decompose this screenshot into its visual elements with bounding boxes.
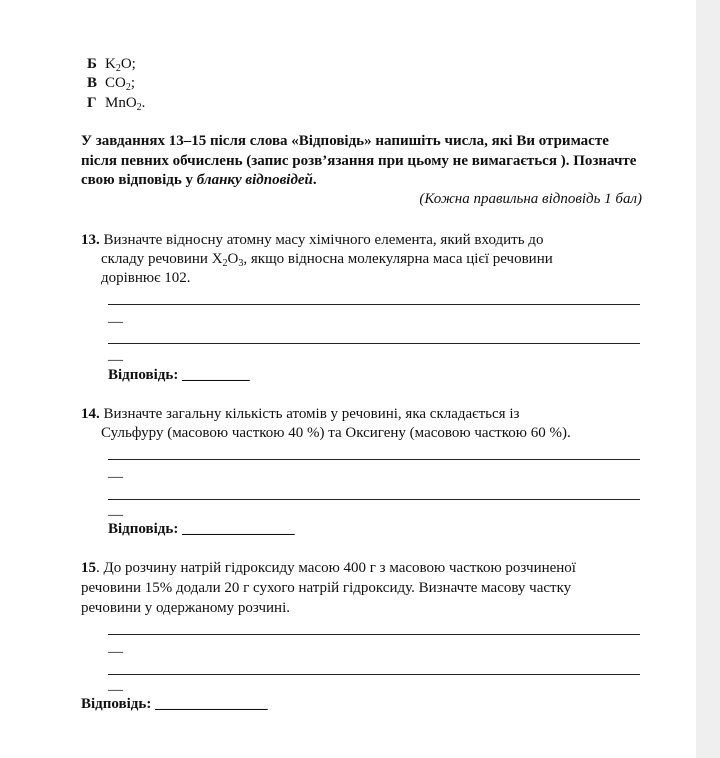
question-15-line-2: речовини 15% додали 20 г сухого натрій гідроксиду. Визначте масову частку [81,580,572,596]
answer-dash: — [108,682,123,698]
answer-dash: — [108,352,123,368]
answer-field-14: Відповідь: _______________ [108,521,295,537]
question-13-line-2: складу речовини $X_2O_3$, якщо відносна молекулярна маса цієї речовини [101,251,553,269]
answer-dash: — [108,469,123,485]
question-13-line-1: 13. Визначте відносну атомну масу хімічного елемента, який входить до [81,232,544,248]
answer-dash: — [108,314,123,330]
answer-line [108,459,640,460]
option-g: Г MnO$_2$. [87,95,146,113]
answer-dash: — [108,644,123,660]
answer-dash: — [108,507,123,523]
answer-line [108,343,640,344]
answer-field-13: Відповідь: _________ [108,367,250,383]
answer-line [108,634,640,635]
option-v: В $CO_2$; [87,75,136,93]
question-14-line-2: Сульфуру (масовою часткою 40 %) та Оксигену (масовою часткою 60 %). [101,425,571,441]
question-13-line-3: дорівнює 102. [101,270,191,286]
question-15-line-3: речовини у одержаному розчині. [81,600,290,616]
question-14-line-1: 14. Визначте загальну кількість атомів у речовині, яка складається із [81,406,520,422]
option-b: Б $K_2O$; [87,56,136,74]
answer-line [108,304,640,305]
score-note: (Кожна правильна відповідь 1 бал) [419,191,642,207]
answer-line [108,674,640,675]
question-15-line-1: 15. До розчину натрій гідроксиду масою 400 г з масовою часткою розчиненої [81,560,576,576]
instructions-paragraph: У завданнях 13–15 після слова «Відповідь» напишіть числа, які Ви отримасте після певних обчислень (запис розв’язання при цьому не вимагається ). Позначте свою відповідь у бланку відповідей. [81,133,637,188]
answer-line [108,499,640,500]
answer-field-15: Відповідь: _______________ [81,696,268,712]
side-panel [696,0,720,758]
